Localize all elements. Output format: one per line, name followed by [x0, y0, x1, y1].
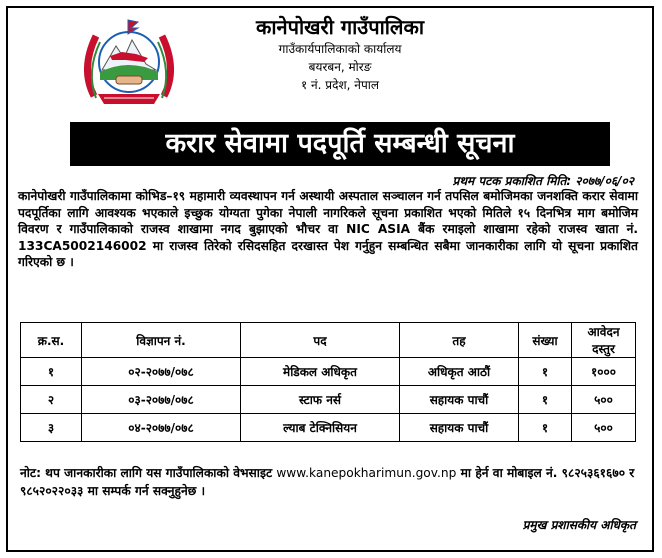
cell-count: १ — [519, 386, 572, 414]
table-header-row — [21, 323, 636, 358]
cell-advert-no: ०३-२०७७/०७८ — [82, 386, 241, 414]
note-prefix: नोट: थप जानकारीका लागि यस गाउँपालिकाको वेभसाइट — [20, 466, 273, 480]
note-suffix: मा हेर्न वा मोबाइल नं. ९८२५३६१६७० र ९८५२०२२०३३ मा सम्पर्क गर्न सक्नुहुनेछ । — [20, 466, 635, 498]
cell-advert-no: ०२-२०७७/०७८ — [82, 358, 241, 386]
cell-serial: ३ — [21, 414, 82, 442]
table-row — [21, 386, 636, 414]
vacancy-table — [20, 322, 636, 442]
nepal-government-emblem-icon — [74, 14, 184, 110]
col-advert-no: विज्ञापन नं. — [82, 323, 241, 358]
cell-post: ल्याब टेक्निसियन — [241, 414, 400, 442]
publish-date: प्रथम पटक प्रकाशित मिति: २०७७/०६/०२ — [452, 174, 634, 188]
cell-fee: १००० — [572, 358, 636, 386]
table-row — [21, 414, 636, 442]
notice-title-banner: करार सेवामा पदपूर्ति सम्बन्धी सूचना — [70, 122, 610, 166]
org-name: कानेपोखरी गाउँपालिका — [255, 15, 425, 39]
address-line-2: १ नं. प्रदेश, नेपाल — [300, 78, 380, 92]
col-post: पद — [241, 323, 400, 358]
cell-level: सहायक पाचौं — [400, 386, 519, 414]
cell-level: अधिकृत आठौं — [400, 358, 519, 386]
cell-serial: २ — [21, 386, 82, 414]
cell-level: सहायक पाचौं — [400, 414, 519, 442]
cell-post: स्टाफ नर्स — [241, 386, 400, 414]
cell-advert-no: ०४-२०७७/०७८ — [82, 414, 241, 442]
col-count: संख्या — [519, 323, 572, 358]
footer-note — [20, 464, 640, 500]
table-row — [21, 358, 636, 386]
cell-count: १ — [519, 414, 572, 442]
col-fee: आवेदन दस्तुर — [572, 323, 636, 358]
cell-serial: १ — [21, 358, 82, 386]
cell-post: मेडिकल अधिकृत — [241, 358, 400, 386]
cell-fee: ५०० — [572, 414, 636, 442]
col-level: तह — [400, 323, 519, 358]
address-line-1: बयरबन, मोरङ — [308, 60, 372, 74]
office-name: गाउँकार्यपालिकाको कार्यालय — [278, 42, 402, 56]
cell-count: १ — [519, 358, 572, 386]
signatory: प्रमुख प्रशासकीय अधिकृत — [522, 518, 636, 532]
notice-body: कानेपोखरी गाउँपालिकामा कोभिड–१९ महामारी व्यवस्थापन गर्न अस्थायी अस्पताल सञ्चालन गर्न तपसिल बमोजिमका जनशक्ति करार सेवामा पदपूर्तिका लागि आवश्यक भएकाले इच्छुक योग्यता पुगेका नेपाली नागरिकले सूचना प्रकाशित भएको मितिले १५ दिनभित्र माग बमोजिम विवरण र गाउँपालिकाको राजस्व शाखामा नगद बुझाएको भौचर वा NIC ASIA बैंक रमाइलो शाखामा रहेको राजस्व खाता नं. 133CA5002146002 मा राजस्व तिरेको रसिदसहित दरखास्त पेश गर्नुहुन सम्बन्धित सबैमा जानकारीका लागि यो सूचना प्रकाशित गरिएको छ । — [18, 189, 638, 270]
cell-fee: ५०० — [572, 386, 636, 414]
header-block — [190, 14, 490, 94]
website-link[interactable]: www.kanepokharimun.gov.np — [276, 466, 457, 480]
col-serial: क्र.स. — [21, 323, 82, 358]
